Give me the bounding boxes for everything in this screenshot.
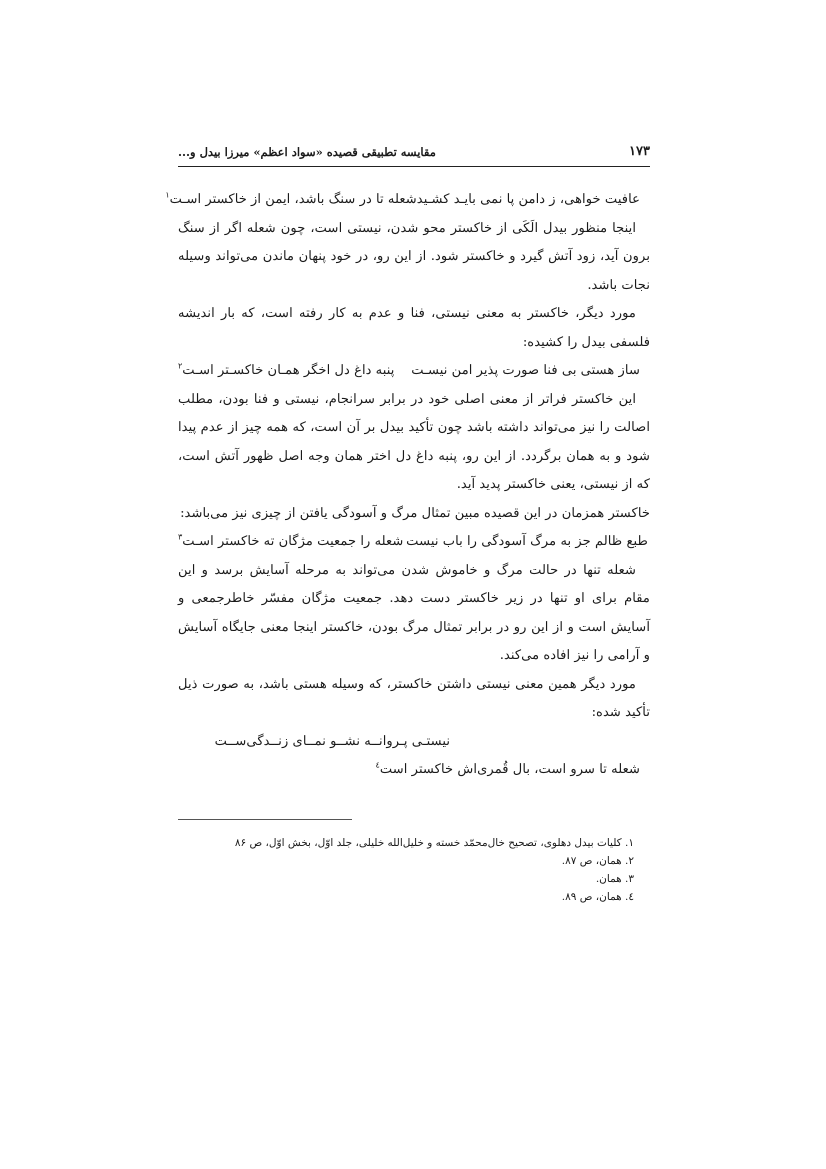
running-title: مقایسه تطبیقی قصیده «سواد اعظم» میرزا بیدل و... xyxy=(178,145,436,159)
hemistich-second: شعله را جمعیت مژگان ته خاکستر اسـت$^۳$ xyxy=(178,532,404,549)
footnote-ref: ۱ xyxy=(165,190,170,200)
hemistich-second: شعله تا سرو است، بال قُمری‌اش خاکستر است$^٤$ xyxy=(375,760,640,777)
hemistich-first: نیستـی پـروانــه نشــو نمــای زنــدگی‌ســت xyxy=(214,733,450,749)
verse-couplet-3 xyxy=(178,528,650,557)
verse-couplet-1 xyxy=(165,186,650,215)
footnote-ref: ۲ xyxy=(178,361,183,371)
main-text xyxy=(165,186,650,785)
hemistich-first: ساز هستی بی فنا صورت پذیر امن نیسـت xyxy=(411,363,640,378)
footnote: ۲. همان، ص ۸۷. xyxy=(561,854,634,867)
footnote: ۳. همان. xyxy=(595,872,634,885)
footnote-separator xyxy=(178,819,352,820)
footnote: ٤. همان، ص ۸۹. xyxy=(561,890,634,903)
footnote-ref: ٤ xyxy=(375,760,380,770)
paragraph: مورد دیگر، خاکستر به معنی نیستی، فنا و عدم به کار رفته است، که بار اندیشه فلسفی بیدل را کشیده: xyxy=(178,306,650,350)
hemistich-first: طبع ظالم جز به مرگ آسودگی را باب نیست xyxy=(406,534,648,549)
paragraph: شعله تنها در حالت مرگ و خاموش شدن می‌تواند به مرحله آسایش برسد و این مقام برای او تنها در زیر خاکستر دست دهد. جمعیت مژگان مفسّر خاطرجمعی و آسایش است و از این رو در برابر تمثال مرگ بودن، خاکستر اینجا معنی جایگاه آسایش و آرامی را نیز افاده می‌کند. xyxy=(178,562,650,663)
book-page xyxy=(165,140,650,906)
paragraph: اینجا منظور بیدل الَکَی از خاکستر محو شدن، نیستی است، چون شعله اگر از سنگ برون آید، زود آتش گیرد و خاکستر شود. از این رو، در خود پنهان ماندن می‌تواند وسیله نجات باشد. xyxy=(178,220,650,293)
footnote-ref: ۳ xyxy=(178,532,183,542)
footnotes xyxy=(178,834,650,906)
paragraph: مورد دیگر همین معنی نیستی داشتن خاکستر، که وسیله هستی باشد، به صورت ذیل تأکید شده: xyxy=(178,676,650,720)
hemistich-first: عافیت خواهی، ز دامن پا نمی بایـد کشـید xyxy=(416,192,640,207)
page-number: ۱۷۳ xyxy=(629,144,650,159)
paragraph: خاکستر همزمان در این قصیده مبین تمثال مرگ و آسودگی یافتن از چیزی نیز می‌باشد: xyxy=(180,505,650,521)
hemistich-second: شعله تا در سنگ باشد، ایمن از خاکستر اسـت$^۱$ xyxy=(165,190,417,207)
paragraph: این خاکستر فراتر از معنی اصلی خود در برابر سرانجام، نیستی و فنا بودن، مطلب اصالت را نیز می‌تواند داشته باشد چون تأکید بیدل بر آن است، که همه چیز از عدم پیدا شود و به همان برگردد. از این رو، پنبه داغ دل اختر همان وجه اصل ظهور آتش است، که از نیستی، یعنی خاکستر پدید آید. xyxy=(178,391,650,492)
footnote: ۱. کلیات بیدل دهلوی، تصحیح خال‌محمّد خسته و خلیل‌الله خلیلی، جلد اوّل، بخش اوّل، ص ۸۶ xyxy=(234,836,634,849)
hemistich-second: پنبه داغ دل اخگر همـان خاکسـتر اسـت$^۲$ xyxy=(178,361,395,378)
verse-couplet-2 xyxy=(178,357,650,386)
running-header xyxy=(178,140,650,167)
